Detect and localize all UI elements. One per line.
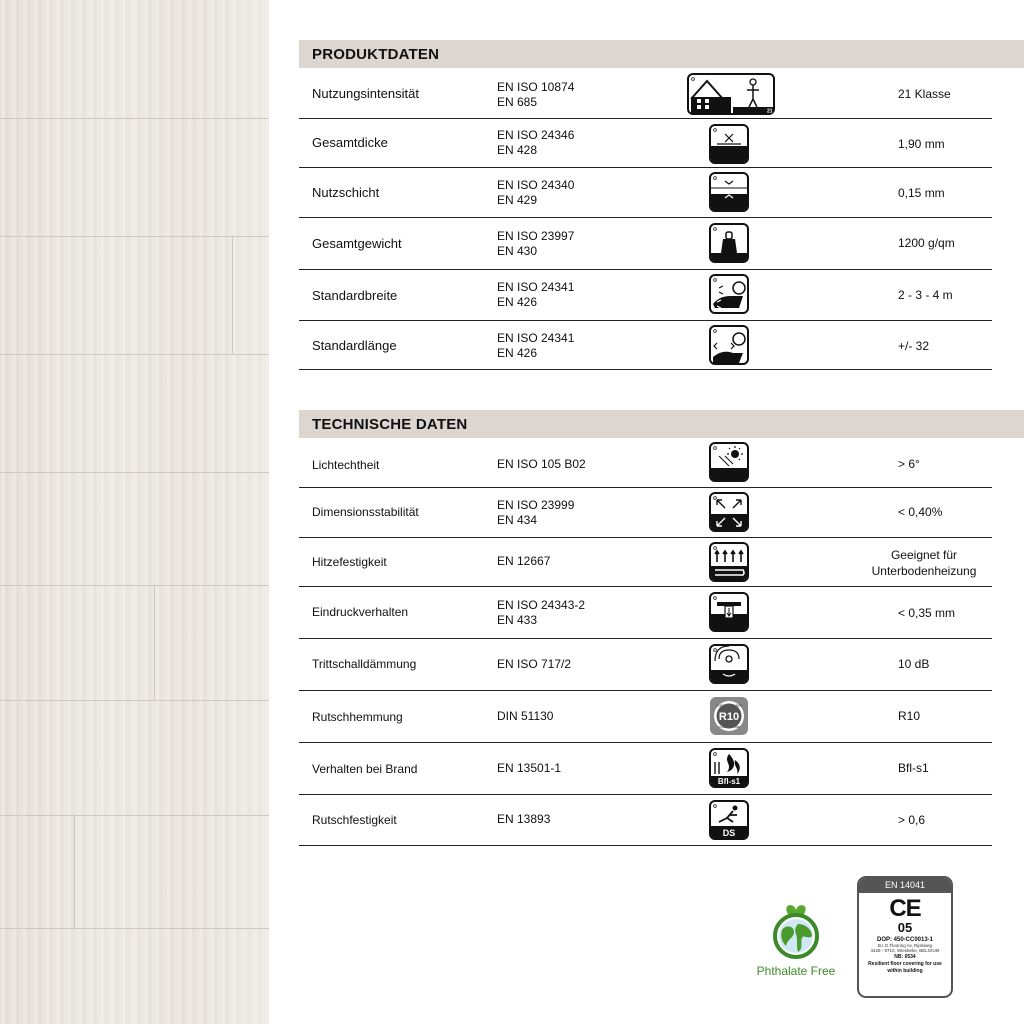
table-row-standardlange [299,321,992,370]
row-value [898,186,945,200]
row-label: Verhalten bei Brand [312,762,418,776]
ce-dop: DOP: 450-CC0013-1 [876,937,934,943]
technische-daten-section [299,410,1024,850]
row-label: Hitzefestigkeit [312,555,387,569]
ce-nb: NB: 0534 [894,954,916,960]
norm-line-2: EN 433 [497,613,538,627]
svg-text:21: 21 [767,108,773,115]
row-value [898,137,945,151]
slip-resistance-r10-icon [709,696,749,736]
phthalate-free-badge [752,902,840,978]
row-value [898,339,929,353]
svg-text:R10: R10 [718,711,740,723]
row-value [898,761,929,775]
produktdaten-heading: PRODUKTDATEN [299,40,1024,68]
row-label: Lichtechtheit [312,458,380,472]
wear-layer-icon [709,172,749,212]
total-thickness-icon [709,124,749,164]
row-label: Rutschhemmung [312,710,403,724]
row-norm [497,128,574,158]
row-label: Gesamtgewicht [312,236,402,251]
ce-standard: EN 14041 [859,878,951,893]
norm-line-1: EN ISO 24340 [497,178,575,192]
row-norm [497,178,574,208]
ce-declaration-label [857,876,953,998]
row-label: Dimensionsstabilität [312,505,419,519]
wood-floor-sample-image [0,0,269,1024]
ce-desc-line2: within building [887,968,923,974]
row-label: Gesamtdicke [312,135,388,150]
value-line-1: 1,90 mm [898,137,945,151]
norm-line-2: EN 430 [497,244,538,258]
norm-line-1: EN ISO 23999 [497,498,575,512]
row-label: Nutzungsintensität [312,86,419,101]
roll-width-icon [709,274,749,314]
value-line-1: 2 - 3 - 4 m [898,288,953,302]
roll-length-icon [709,325,749,365]
ce-mark: CE [889,895,921,922]
norm-line-1: EN ISO 23997 [497,229,575,243]
row-value [898,236,955,250]
row-value [898,87,951,101]
row-norm [497,709,553,724]
phthalate-free-label: Phthalate Free [756,964,836,978]
row-label: Standardbreite [312,288,398,303]
row-norm [497,457,586,472]
row-value [898,813,925,827]
row-value [898,606,955,620]
norm-line-1: EN ISO 24346 [497,128,575,142]
row-label: Eindruckverhalten [312,605,409,619]
table-row-nutzschicht [299,168,992,218]
norm-line-1: EN ISO 717/2 [497,657,572,671]
norm-line-1: EN ISO 24341 [497,280,575,294]
value-line-2: Unterbodenheizung [871,564,977,578]
usage-class-icon [687,73,775,115]
table-row-hitzefestigkeit [299,538,992,587]
ce-desc-line1: Resilient floor covering for use [868,961,942,967]
row-norm [497,280,574,310]
norm-line-1: EN 13501-1 [497,761,562,775]
value-line-1: > 6° [898,457,920,471]
value-line-1: < 0,35 mm [898,606,956,620]
table-row-trittschalldammung [299,639,992,691]
row-norm [497,657,571,672]
value-line-1: 0,15 mm [898,186,945,200]
ce-number: 05 [897,920,913,935]
table-row-rutschhemmung [299,691,992,743]
row-label: Nutzschicht [312,185,380,200]
svg-text:Bfl-s1: Bfl-s1 [717,777,741,786]
underfloor-heating-icon [709,542,749,582]
table-row-verhalten-bei-brand [299,743,992,795]
row-norm [497,331,574,361]
norm-line-2: EN 434 [497,513,538,527]
dimensional-stability-icon [709,492,749,532]
weight-icon [709,223,749,263]
value-line-1: Bfl-s1 [898,761,929,775]
svg-text:DS: DS [722,828,736,838]
norm-line-1: DIN 51130 [497,709,554,723]
indentation-icon [709,592,749,632]
table-row-standardbreite [299,270,992,321]
slip-ds-icon [709,800,749,840]
value-line-1: > 0,6 [898,813,926,827]
ce-address-line2: 4428 - 8710, Wiesbeke, BELGIUM [870,948,940,953]
svg-text:SLIP RESISTANCE: SLIP RESISTANCE [715,703,743,708]
table-row-gesamtdicke [299,119,992,168]
svg-text:CLASSIFICATION: CLASSIFICATION [718,726,740,729]
value-line-1: +/- 32 [898,339,930,353]
norm-line-2: EN 426 [497,295,538,309]
table-row-rutschfestigkeit [299,795,992,846]
norm-line-1: EN 13893 [497,812,551,826]
row-value [898,505,942,519]
table-row-eindruckverhalten [299,587,992,639]
value-line-1: Geeignet für [890,548,958,562]
technische-daten-heading: TECHNISCHE DATEN [299,410,1024,438]
norm-line-2: EN 685 [497,95,538,109]
value-line-1: 10 dB [898,657,930,671]
row-value [898,657,929,671]
norm-line-1: EN ISO 24343-2 [497,598,586,612]
row-norm [497,812,550,827]
fire-behaviour-icon [709,748,749,788]
value-line-1: R10 [898,709,921,723]
table-row-gesamtgewicht [299,218,992,270]
norm-line-2: EN 426 [497,346,538,360]
row-norm [497,229,574,259]
value-line-1: 21 Klasse [898,87,951,101]
produktdaten-section [299,40,1024,380]
row-norm [497,80,574,110]
row-norm [497,498,574,528]
table-row-nutzungsintensitat [299,68,992,119]
norm-line-2: EN 428 [497,143,538,157]
row-label: Rutschfestigkeit [312,813,397,827]
row-value [859,547,989,579]
globe-leaf-icon [768,902,824,962]
row-value [898,288,953,302]
row-value [898,457,920,471]
row-value [898,709,920,723]
table-row-lichtechtheit [299,438,992,488]
norm-line-1: EN 12667 [497,554,551,568]
norm-line-1: EN ISO 24341 [497,331,575,345]
lightfastness-icon [709,442,749,482]
table-row-dimensionsstabilitat [299,488,992,538]
norm-line-2: EN 429 [497,193,538,207]
value-line-1: < 0,40% [898,505,943,519]
row-norm [497,761,561,776]
impact-sound-icon [709,644,749,684]
ce-address-line1: B.I.G Flooring nv, Rijskweg [878,943,932,948]
row-norm [497,598,585,628]
row-label: Trittschalldämmung [312,657,417,671]
norm-line-1: EN ISO 10874 [497,80,575,94]
row-norm [497,554,550,569]
row-label: Standardlänge [312,338,397,353]
norm-line-1: EN ISO 105 B02 [497,457,586,471]
value-line-1: 1200 g/qm [898,236,955,250]
